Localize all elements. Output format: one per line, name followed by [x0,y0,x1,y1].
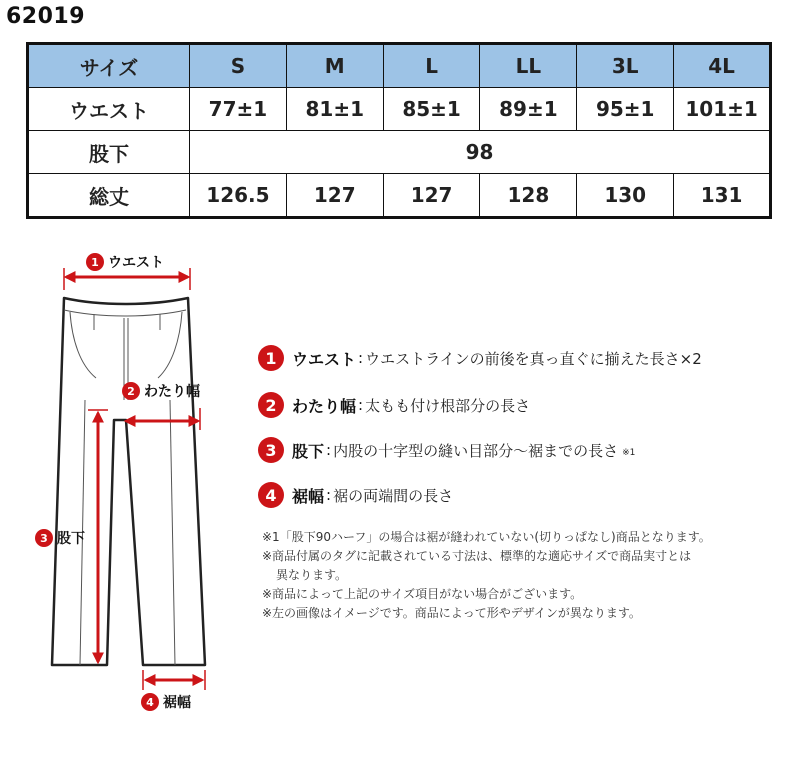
length-cell: 130 [577,174,674,218]
length-cell: 127 [383,174,480,218]
hem-dimension [141,670,205,711]
pants-details [64,310,186,665]
product-code: 62019 [6,4,86,29]
note-line: ※1「股下90ハーフ」の場合は裾が縫われていない(切りっぱなし)商品となります。 [262,530,711,544]
notes [262,528,782,623]
hem-callout-label: 裾幅 [163,695,191,711]
waist-number-badge: 1 [91,256,99,269]
waist-callout-label: ウエスト [108,255,164,271]
description-text: 内股の十字型の縫い目部分～裾までの長さ [333,441,619,460]
description-colon: : [358,396,364,414]
number-badge: 4 [258,482,284,508]
length-row [28,174,771,218]
description-thigh [258,392,530,418]
waist-cell: 81±1 [286,88,383,131]
size-header-cell: LL [480,44,577,88]
waist-row [28,88,771,131]
description-colon: : [326,486,332,504]
inseam-number-badge: 3 [40,532,48,545]
length-cell: 128 [480,174,577,218]
inseam-dimension [35,410,108,662]
footnote-marker: ※1 [622,448,636,458]
note-line: ※商品によって上記のサイズ項目がない場合がございます。 [262,587,583,601]
inseam-row [28,131,771,174]
description-term: 裾幅 [292,486,325,506]
note-line: 異なります。 [276,568,348,582]
description-colon: : [358,349,364,367]
description-text: 太もも付け根部分の長さ [365,396,531,415]
description-term: 股下 [292,441,325,461]
description-inseam [258,437,635,463]
waist-cell: 101±1 [674,88,771,131]
description-colon: : [326,441,332,459]
size-table [26,42,772,219]
waist-cell: 85±1 [383,88,480,131]
description-hem [258,482,453,508]
note-line: ※左の画像はイメージです。商品によって形やデザインが異なります。 [262,606,641,620]
waist-cell: 89±1 [480,88,577,131]
pants-diagram [0,240,240,720]
number-badge: 3 [258,437,284,463]
thigh-callout-label: わたり幅 [144,384,200,400]
waist-cell: 95±1 [577,88,674,131]
inseam-row-label: 股下 [28,131,190,174]
description-text: ウエストラインの前後を真っ直ぐに揃えた長さ×2 [365,349,702,368]
length-cell: 131 [674,174,771,218]
waist-cell: 77±1 [190,88,287,131]
size-header-label: サイズ [28,44,190,88]
size-header-cell: 4L [674,44,771,88]
inseam-callout-label: 股下 [57,531,85,547]
thigh-number-badge: 2 [127,385,135,398]
description-term: わたり幅 [292,396,357,416]
size-header-row [28,44,771,88]
number-badge: 1 [258,345,284,371]
length-row-label: 総丈 [28,174,190,218]
waist-row-label: ウエスト [28,88,190,131]
description-waist [258,345,702,371]
inseam-cell: 98 [190,131,771,174]
hem-number-badge: 4 [146,696,154,709]
thigh-dimension [122,382,200,430]
size-header-cell: 3L [577,44,674,88]
note-line: ※商品付属のタグに記載されている寸法は、標準的な適応サイズで商品実寸とは [262,549,692,563]
description-text: 裾の両端間の長さ [333,486,454,505]
length-cell: 127 [286,174,383,218]
number-badge: 2 [258,392,284,418]
description-term: ウエスト [292,349,357,369]
length-cell: 126.5 [190,174,287,218]
size-header-cell: M [286,44,383,88]
size-header-cell: S [190,44,287,88]
size-header-cell: L [383,44,480,88]
waist-dimension [64,253,190,290]
